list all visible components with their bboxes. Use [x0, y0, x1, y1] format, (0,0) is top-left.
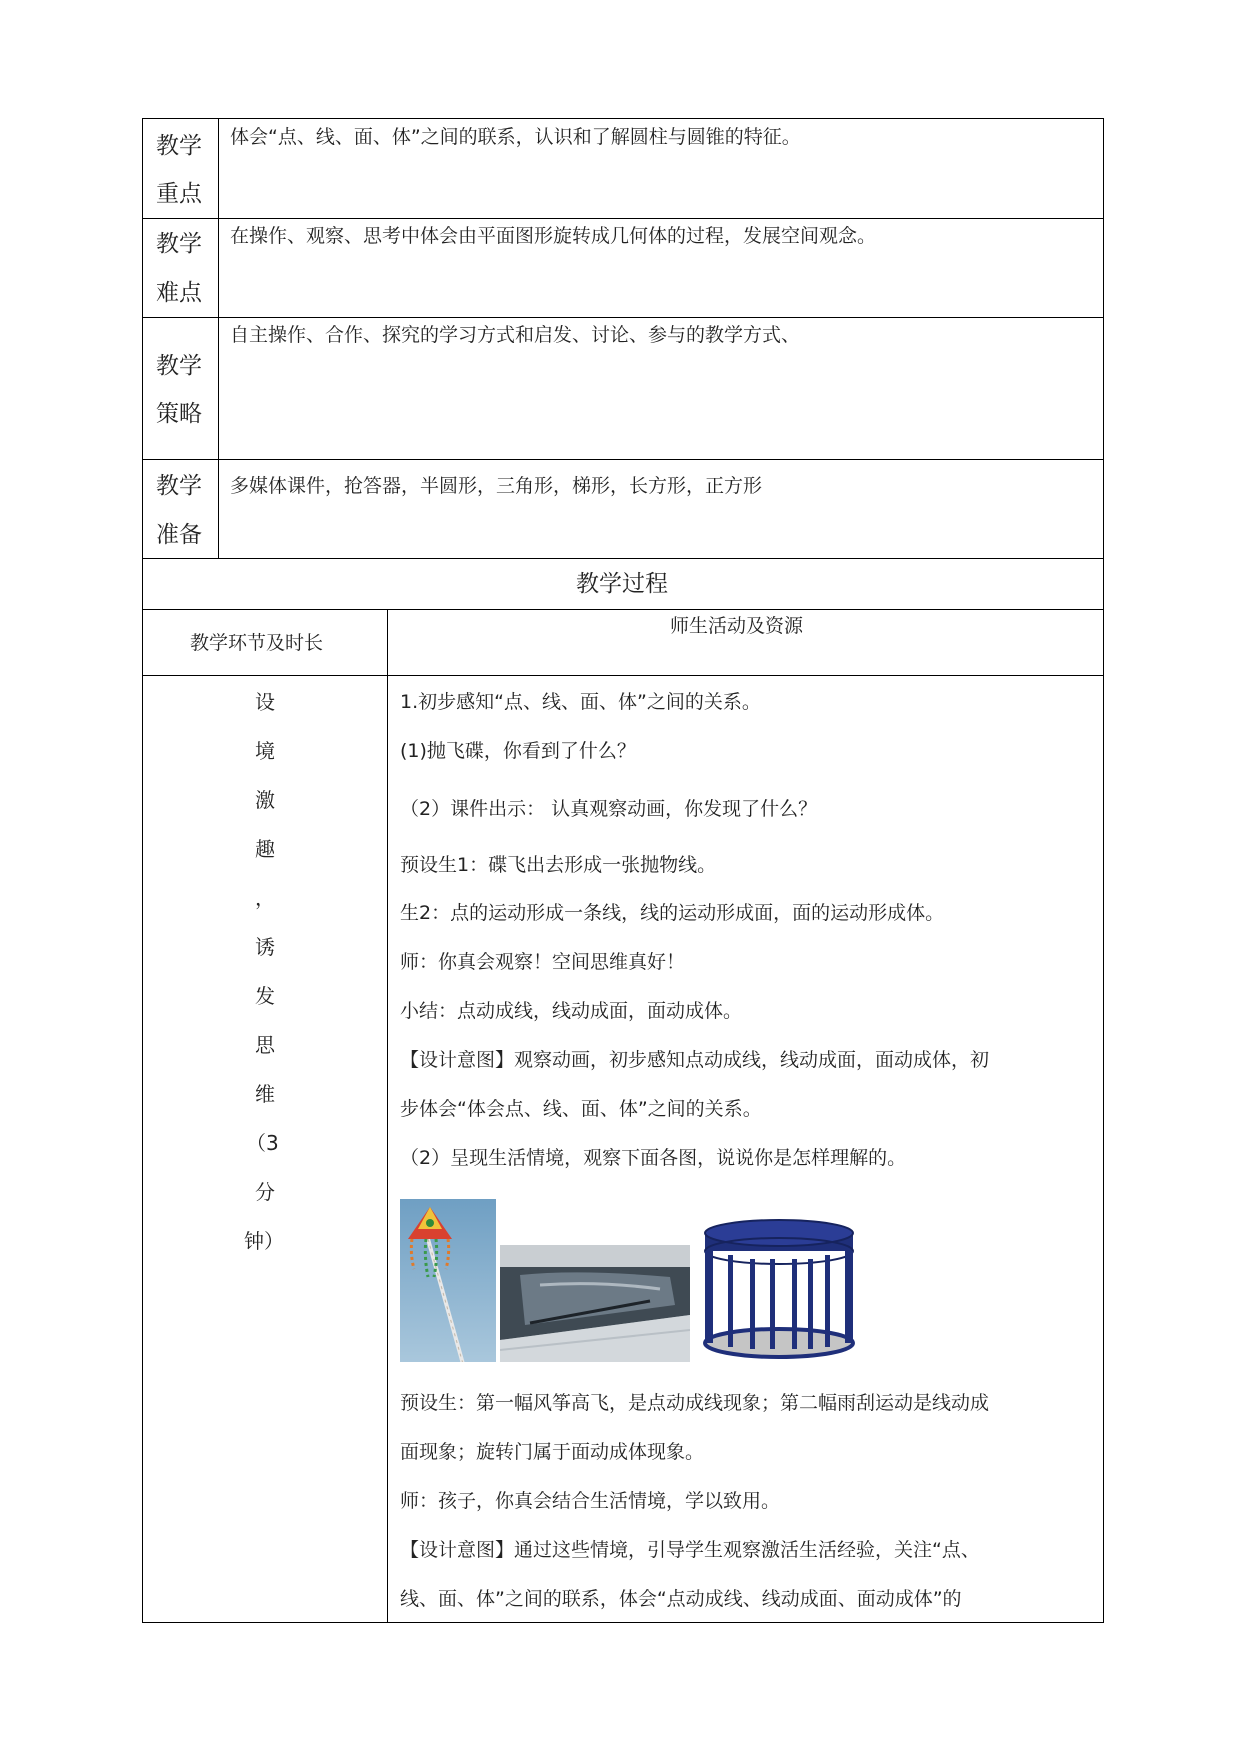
process-title: 教学过程 — [576, 571, 668, 597]
stage-char: ， — [255, 886, 275, 910]
row-label-difficulties: 难点 — [156, 280, 202, 306]
stage-char: 境 — [255, 739, 275, 763]
activity-line: 预设生1：碟飞出去形成一张抛物线。 — [400, 854, 717, 876]
row-label-strategy: 教学 — [156, 353, 202, 379]
row-label-preparation: 教学 — [156, 473, 202, 499]
activity-line: 【设计意图】观察动画，初步感知点动成线，线动成面，面动成体，初 — [400, 1049, 990, 1071]
column-header-activities: 师生活动及资源 — [670, 615, 804, 637]
table-border — [142, 317, 1104, 318]
stage-char: 激 — [255, 788, 275, 812]
column-header-stage: 教学环节及时长 — [190, 632, 324, 654]
stage-char: 诱 — [255, 935, 275, 959]
stage-char: 分 — [255, 1180, 275, 1204]
table-border — [142, 609, 1104, 610]
row-label-preparation: 准备 — [156, 522, 202, 548]
table-border — [142, 118, 143, 1623]
activity-line: 生2：点的运动形成一条线，线的运动形成面，面的运动形成体。 — [400, 902, 945, 924]
stage-char: 设 — [255, 690, 275, 714]
revolving-door-image — [700, 1215, 858, 1362]
table-border — [142, 218, 1104, 219]
car-wiper-photo — [500, 1245, 690, 1362]
table-border — [142, 675, 1104, 676]
activity-line: （2）课件出示： 认真观察动画，你发现了什么？ — [400, 798, 818, 820]
activity-line: 【设计意图】通过这些情境，引导学生观察激活生活经验，关注“点、 — [400, 1539, 980, 1561]
stage-char: 趣 — [255, 837, 275, 861]
difficulties-content: 在操作、观察、思考中体会由平面图形旋转成几何体的过程，发展空间观念。 — [230, 225, 877, 247]
table-border — [142, 459, 1104, 460]
stage-char: 维 — [255, 1082, 275, 1106]
activity-line: 师：孩子，你真会结合生活情境，学以致用。 — [400, 1490, 781, 1512]
activity-line: 面现象；旋转门属于面动成体现象。 — [400, 1441, 705, 1463]
activity-line: 1.初步感知“点、线、面、体”之间的关系。 — [400, 691, 761, 713]
preparation-content: 多媒体课件，抢答器，半圆形，三角形，梯形，长方形，正方形 — [230, 475, 763, 497]
activity-line: 师：你真会观察！空间思维真好！ — [400, 951, 686, 973]
row-label-difficulties: 教学 — [156, 231, 202, 257]
stage-char: 思 — [255, 1033, 275, 1057]
row-label-key-points: 教学 — [156, 133, 202, 159]
table-border — [1103, 118, 1104, 1623]
table-border — [142, 118, 1104, 119]
stage-char: 钟） — [244, 1229, 284, 1253]
activity-line: 线、面、体”之间的联系，体会“点动成线、线动成面、面动成体”的 — [400, 1588, 962, 1610]
activity-line: 小结：点动成线，线动成面，面动成体。 — [400, 1000, 743, 1022]
stage-char: （3 — [246, 1131, 279, 1155]
strategy-content: 自主操作、合作、探究的学习方式和启发、讨论、参与的教学方式、 — [230, 324, 801, 346]
table-border — [218, 118, 219, 559]
table-border — [142, 1622, 1104, 1623]
row-label-key-points: 重点 — [156, 181, 202, 207]
activity-line: (1)抛飞碟，你看到了什么？ — [400, 740, 636, 762]
activity-line: （2）呈现生活情境，观察下面各图，说说你是怎样理解的。 — [400, 1147, 907, 1169]
activity-line: 预设生：第一幅风筝高飞，是点动成线现象；第二幅雨刮运动是线动成 — [400, 1392, 990, 1414]
row-label-strategy: 策略 — [156, 401, 202, 427]
activity-line: 步体会“体会点、线、面、体”之间的关系。 — [400, 1098, 762, 1120]
stage-char: 发 — [255, 984, 275, 1008]
kite-photo — [400, 1199, 496, 1362]
table-border — [142, 558, 1104, 559]
table-border — [387, 609, 388, 1623]
key-points-content: 体会“点、线、面、体”之间的联系，认识和了解圆柱与圆锥的特征。 — [230, 126, 801, 148]
